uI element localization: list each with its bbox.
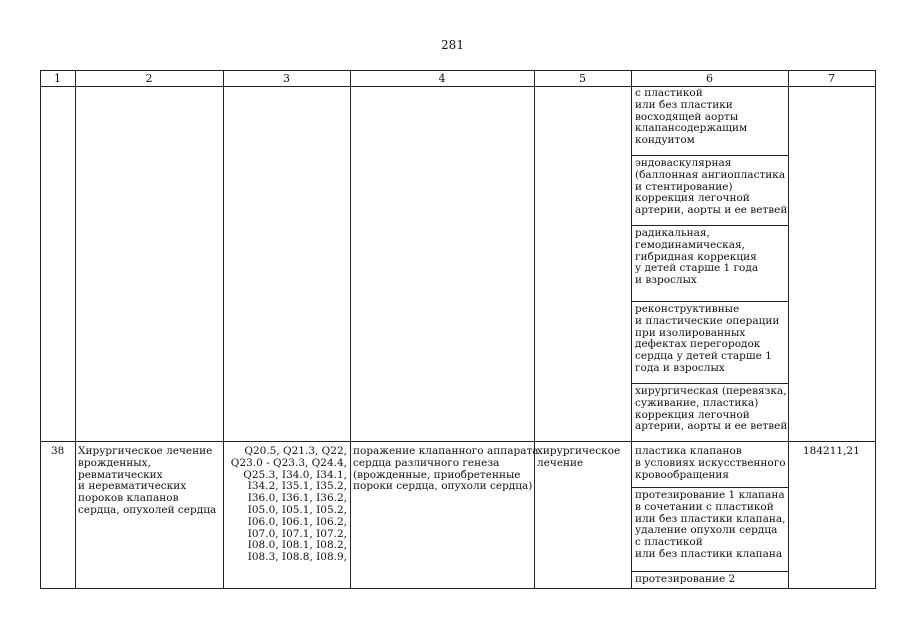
method-cell: с пластикой или без пластики восходящей аорты клапансодержащим кондуитом xyxy=(635,87,748,147)
col-header-1: 1 xyxy=(54,72,61,85)
cost-value: 184211,21 xyxy=(803,445,860,457)
method-cell: реконструктивные и пластические операции при изолированных дефектах перегородок сердца у детей старше 1 года и взрослых xyxy=(635,303,780,374)
method-cell: эндоваскулярная (баллонная ангиопластика и стентирование) коррекция легочной артерии, аорты и ее ветвей xyxy=(635,157,788,217)
method-cell: хирургическая (перевязка, суживание, пластика) коррекция легочной артерии, аорты и ее ветвей xyxy=(635,385,788,433)
col-header-6: 6 xyxy=(706,72,713,85)
col-header-2: 2 xyxy=(145,72,153,85)
col-header-3: 3 xyxy=(283,72,290,85)
method-cell: пластика клапанов в условиях искусственного кровообращения xyxy=(635,445,786,481)
care-type-name: Хирургическое лечение врожденных, ревматических и неревматических пороков клапанов сердца, опухолей сердца xyxy=(78,445,217,516)
method-cell: радикальная, гемодинамическая, гибридная коррекция у детей старше 1 года и взрослых xyxy=(635,227,759,287)
col-header-4: 4 xyxy=(438,72,446,85)
page-number: 281 xyxy=(441,38,464,52)
treatment-type: хирургическое лечение xyxy=(537,445,621,469)
col-header-5: 5 xyxy=(579,72,586,85)
row-number: 38 xyxy=(51,445,65,457)
method-cell: протезирование 1 клапана в сочетании с пластикой или без пластики клапана, удаление опухоли сердца с пластикой или без пластики клапана xyxy=(635,489,786,560)
method-cell: протезирование 2 xyxy=(635,573,736,585)
icd-codes: Q20.5, Q21.3, Q22, Q23.0 - Q23.3, Q24.4, Q25.3, I34.0, I34.1, I34.2, I35.1, I35.2, I36.0, I36.1, I36.2, I05.0, I05.1, I05.2, I06.0, I06.1, I06.2, I07.0, I07.1, I07.2, I08.0, I08.1, I08.2, I08.3, I08.8, I08.9, xyxy=(230,445,347,564)
diagnosis-model: поражение клапанного аппарата сердца различного генеза (врожденные, приобретенные пороки сердца, опухоли сердца) xyxy=(353,445,539,493)
col-header-7: 7 xyxy=(828,72,835,85)
